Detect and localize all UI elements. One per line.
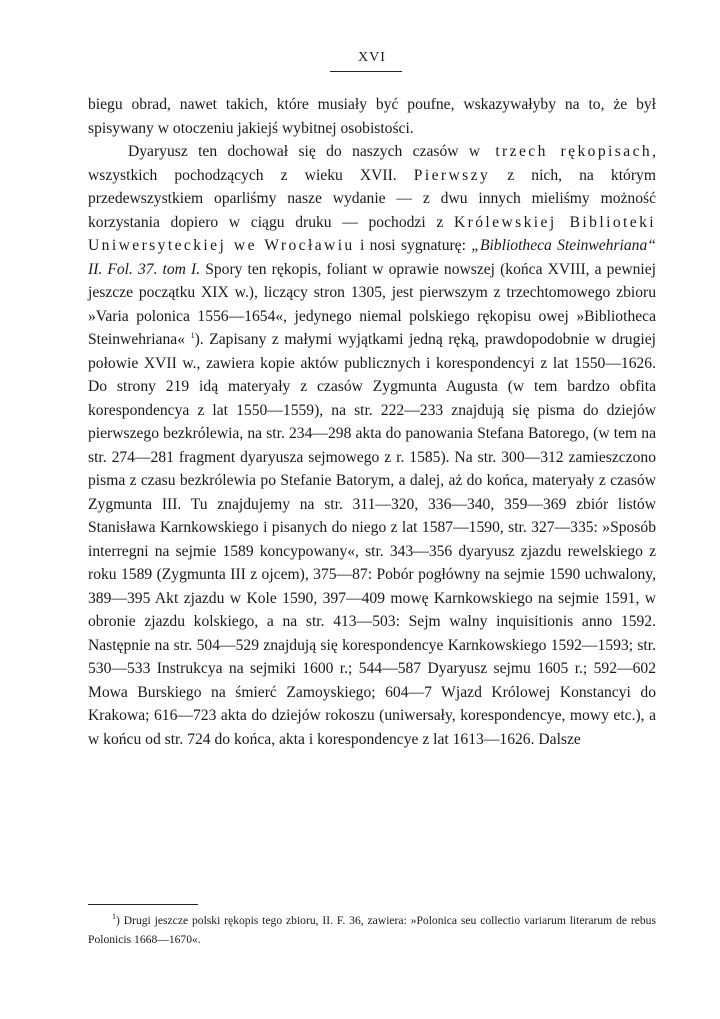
header-rule	[330, 71, 402, 72]
footnote-rule	[88, 904, 198, 905]
footnote-marker: 1	[112, 912, 116, 922]
paragraph-2-part-f: ). Zapisany z małymi wyjątkami jedną ręką, prawdopodobnie w drugiej połowie XVII w., zawiera kopie aktów publicznych i korespondencyi z lat 1550—1626. Do strony 219 idą materyały z czasów Zygmunta Augusta (w tem bardzo obfita korespondencya z lat 1550—1559), na str. 222—233 znajdują się pisma do dziejów pierwszego bezkrólewia, na str. 234—298 akta do panowania Stefana Batorego, (w tem na str. 274—281 fragment dyaryusza sejmowego z r. 1585). Na str. 300—312 zamieszczono pisma z czasu bezkrólewia po Stefanie Batorym, a dalej, aż do końca, materyały z czasów Zygmunta III. Tu znajdujemy na str. 311—320, 336—340, 359—369 zbiór listów Stanisława Karnkowskiego i pisanych do niego z lat 1587—1590, str. 327—335: »Sposób interregni na sejmie 1589 koncypowany«, str. 343—356 dyaryusz zjazdu rewelskiego z roku 1589 (Zygmunta III z ojcem), 375—87: Pobór pogłówny na sejmie 1590 uchwalony, 389—395 Akt zjazdu w Kole 1590, 397—409 mowę Karnkowskiego na sejmie 1591, w obronie zjazdu kolskiego, a na str. 413—503: Sejm walny inquisitionis anno 1592. Następnie na str. 504—529 znajdują się korespondencye Karnkowskiego 1592—1593; str. 530—533 Instrukcya na sejmiki 1600 r.; 544—587 Dyaryusz sejmu 1605 r.; 592—602 Mowa Burskiego na śmierć Zamoyskiego; 604—7 Wjazd Królowej Konstancyi do Krakowa; 616—723 akta do dziejów rokoszu (uniwersały, korespondencye, mowy etc.), a w końcu od str. 724 do końca, akta i korespondencye z lat 1613—1626. Dalsze	[88, 331, 656, 748]
page-number: XVI	[358, 50, 386, 65]
footnote-reference: 1	[190, 330, 195, 340]
paragraph-1: biegu obrad, nawet takich, które musiały być poufne, wskazywałyby na to, że był spisywany w otoczeniu jakiejś wybitnej osobistości.	[88, 96, 656, 137]
paragraph-2-part-e: Spory ten rękopis, foliant w oprawie nowszej (końca XVIII, a pewniej jeszcze początku XIX w.), liczący stron 1305, jest pierwszym z trzechtomowego zbioru »Varia polonica 1556—1654«, jedynego niemal polskiego rękopisu owej »Bibliotheca Steinwehriana«	[88, 260, 657, 348]
emphasis-spaced-2: Pierwszy	[413, 166, 491, 184]
emphasis-italic-signature: „Bibliotheca Steinwehriana“ II. Fol. 37. tom I.	[88, 237, 656, 278]
body-text	[88, 93, 656, 751]
emphasis-spaced-1: w trzech rękopisach	[468, 143, 653, 160]
paragraph-2-part-c: z nich, na którym przedewszystkiem oparliśmy nasze wydanie — z dwu innych mieliśmy możność korzystania dopiero w ciągu druku — pochodzi z	[88, 166, 656, 231]
footnote-text: ) Drugi jeszcze polski rękopis tego zbioru, II. F. 36, zawiera: »Polonica seu collectio variarum literarum de rebus Polonicis 1668—1670«.	[88, 914, 656, 946]
paragraph-2-part-a: Dyaryusz ten dochował się do naszych czasów	[128, 143, 459, 160]
paragraph-2	[88, 140, 656, 751]
footnote	[88, 911, 656, 949]
paragraph-2-part-d: i nosi sygnaturę:	[359, 237, 466, 254]
paragraph-2-part-b: , wszystkich pochodzących z wieku XVII.	[88, 143, 656, 184]
emphasis-spaced-3: Królewskiej Biblioteki Uniwersyteckiej we Wrocławiu	[88, 213, 656, 254]
